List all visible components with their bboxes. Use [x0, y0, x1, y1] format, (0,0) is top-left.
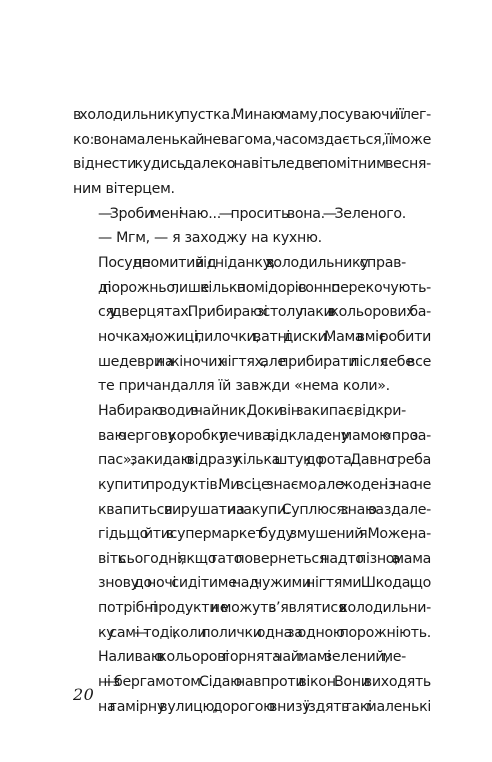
- text-line: ні — з бергамотом. Сідаю навпроти вікон. Вони виходять: [98, 674, 431, 691]
- text-line: Наливаю в кольорові горнята чай: мамі зелений, ме-: [98, 649, 406, 666]
- text-line: Посуд не помитий від сніданку, в холодильнику справ-: [98, 254, 406, 271]
- text-line: Набираю води в чайник. Доки він закипає, відкри-: [98, 402, 406, 419]
- text-line: потрібні продукти не можуть з’являтися в холодильни-: [98, 600, 431, 617]
- text-line: ді порожньо, лише кілька помідорів сонно перекочують-: [98, 279, 431, 296]
- paragraph: [73, 399, 431, 646]
- paragraph: [73, 202, 431, 227]
- text-line: купити продуктів. Ми всі це знаємо, але жоден із нас не: [98, 476, 431, 493]
- text-line: віть сьогодні, якщо тато повернеться надто пізно, а мама: [98, 550, 431, 567]
- paragraph: [73, 226, 431, 251]
- text-line: те причандалля їй завжди «нема коли».: [98, 378, 390, 395]
- text-line: на гамірну вулицю, дорогою внизу їздять такі маленькі: [98, 698, 431, 715]
- text-line: пас», закидаю відразу кілька штук до рота. Давно треба: [98, 452, 431, 469]
- text-line: ся у дверцятах. Прибираю зі столу лаки в кольорових ба-: [98, 304, 431, 321]
- page-number: 20: [73, 685, 95, 704]
- text-line: ваю чергову коробку печива, відкладену мамою «про за-: [98, 427, 431, 444]
- paragraph: [73, 645, 431, 719]
- paragraph: [73, 103, 431, 202]
- text-line: ночках, ножиці, пилочки, ватні диски. Мама вміє робити: [98, 328, 431, 345]
- text-line: ко: вона маленька й невагома, часом здається, її може: [73, 131, 431, 148]
- paragraph: [73, 251, 431, 399]
- text-line: віднести кудись далеко навіть ледве помітним весня-: [73, 156, 431, 173]
- text-line: знову до ночі сидітиме над чужими нігтями. Шкода, що: [98, 575, 431, 592]
- text-line: — Мгм, — я заходжу на кухню.: [98, 230, 322, 247]
- text-line: — Зроби мені чаю... — просить вона. — Зеленого.: [98, 205, 406, 222]
- text-line: ку самі — тоді, коли полички одна за одною порожніють.: [98, 624, 431, 641]
- text-line: квапиться вирушати на закупи. Суплюся: знаю заздале-: [98, 501, 431, 518]
- text-line: ним вітерцем.: [73, 180, 175, 197]
- text-line: гідь, що йти в супермаркет буду змушений я. Може, на-: [98, 526, 431, 543]
- body-text: [73, 103, 431, 719]
- text-line: в холодильнику пустка. Минаю маму, посуваючи її лег-: [73, 107, 431, 123]
- text-line: шедеври на жіночих нігтях, але прибирати після себе все: [98, 353, 431, 370]
